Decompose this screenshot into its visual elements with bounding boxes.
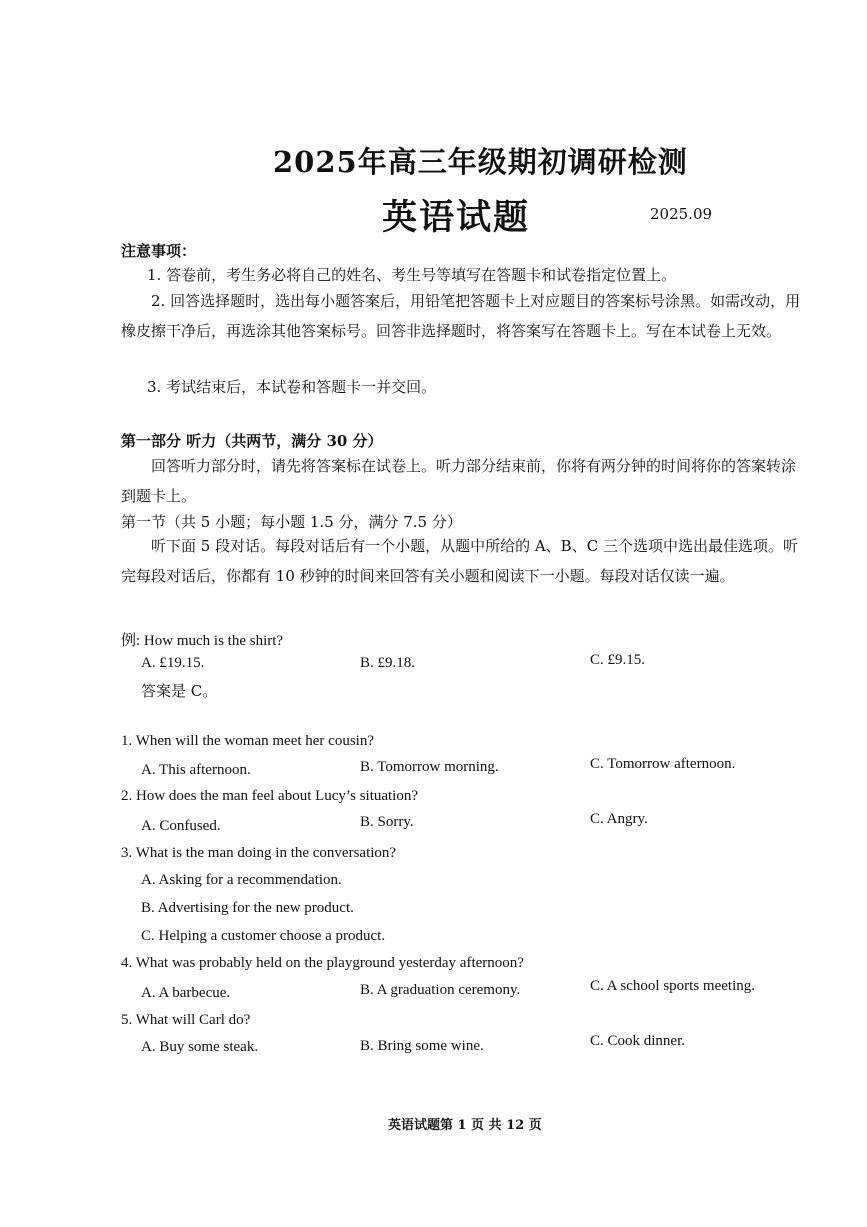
question-5-option-c: C. Cook dinner.: [590, 1033, 686, 1049]
notice-heading: 注意事项：: [121, 242, 197, 260]
question-1-option-a: A. This afternoon.: [141, 762, 251, 778]
example-answer: 答案是 C。: [141, 682, 218, 700]
question-4-option-a: A. A barbecue.: [141, 985, 231, 1001]
part1-heading: 第一部分 听力（共两节，满分 30 分）: [121, 432, 383, 450]
page-footer: 英语试题第 1 页 共 12 页: [388, 1118, 542, 1133]
question-1-option-c: C. Tomorrow afternoon.: [590, 756, 736, 772]
section1-instructions: 听下面 5 段对话。每段对话后有一个小题，从题中所给的 A、B、C 三个选项中选出最佳选项。听完每段对话后，你都有 10 秒钟的时间来回答有关小题和阅读下一小题。每段对话仅读一遍。: [121, 537, 798, 585]
part1-intro: 回答听力部分时，请先将答案标在试卷上。听力部分结束前，你将有两分钟的时间将你的答案转涂到题卡上。: [121, 457, 797, 505]
question-3: 3. What is the man doing in the conversation?: [121, 845, 397, 861]
section1-heading: 第一节（共 5 小题；每小题 1.5 分，满分 7.5 分）: [121, 513, 462, 531]
example-question: 例: How much is the shirt?: [121, 633, 284, 649]
question-5-option-b: B. Bring some wine.: [360, 1038, 484, 1054]
example-option-b: B. £9.18.: [360, 655, 416, 671]
question-2-option-a: A. Confused.: [141, 818, 221, 834]
question-4-option-c: C. A school sports meeting.: [590, 978, 755, 994]
question-5-option-a: A. Buy some steak.: [141, 1039, 259, 1055]
exam-subject: 英语试题: [382, 197, 531, 238]
notice-item-3: 3. 考试结束后，本试卷和答题卡一并交回。: [147, 378, 437, 396]
question-2-option-b: B. Sorry.: [360, 814, 414, 830]
notice-item-1: 1. 答卷前，考生务必将自己的姓名、考生号等填写在答题卡和试卷指定位置上。: [147, 266, 677, 284]
question-2: 2. How does the man feel about Lucy’s situation?: [121, 788, 419, 804]
example-option-a: A. £19.15.: [141, 655, 205, 671]
question-4-option-b: B. A graduation ceremony.: [360, 982, 521, 998]
question-3-option-c: C. Helping a customer choose a product.: [141, 928, 386, 944]
question-2-option-c: C. Angry.: [590, 811, 648, 827]
question-3-option-b: B. Advertising for the new product.: [141, 900, 354, 916]
notice-item-2: 2. 回答选择题时，选出每小题答案后，用铅笔把答题卡上对应题目的答案标号涂黑。如需改动，用橡皮擦干净后，再选涂其他答案标号。回答非选择题时，将答案写在答题卡上。写在本试卷上无效。: [121, 292, 801, 340]
question-1: 1. When will the woman meet her cousin?: [121, 733, 374, 749]
example-option-c: C. £9.15.: [590, 652, 646, 668]
question-4: 4. What was probably held on the playground yesterday afternoon?: [121, 955, 524, 971]
exam-title: 2025年高三年级期初调研检测: [273, 145, 688, 179]
question-3-option-a: A. Asking for a recommendation.: [141, 872, 342, 888]
exam-date: 2025.09: [650, 205, 713, 223]
question-1-option-b: B. Tomorrow morning.: [360, 759, 499, 775]
question-5: 5. What will Carl do?: [121, 1012, 251, 1028]
